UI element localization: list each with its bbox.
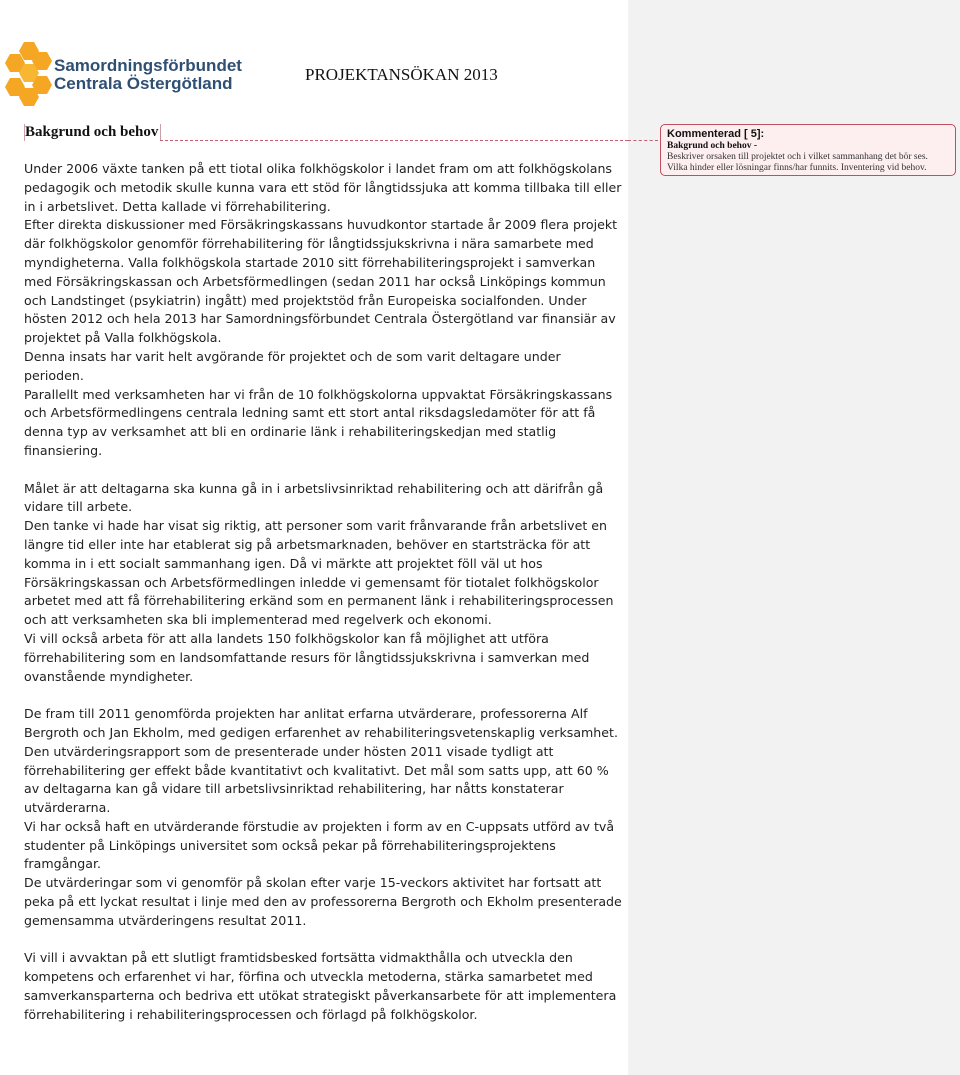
paragraph-gap — [24, 461, 624, 480]
comment-author: Kommenterad [ 5]: — [667, 128, 765, 140]
paragraph: Efter direkta diskussioner med Försäkringskassans huvudkontor startade år 2009 flera projekt där folkhögskolor genomför förrehabilitering för långtidssjukskrivna i nära samarbete med myndigheterna. Valla folkhögskola startade 2010 sitt förrehabiliteringsprojekt i samverkan med Försäkringskassan och Arbetsförmedlingen (sedan 2011 har också Linköpings kommun och Landstinget (psykiatrin) ingått) med projektstöd från Europeiska socialfonden. Under hösten 2012 och hela 2013 har Samordningsförbundet Centrala Östergötland var finansiär av projektet på Valla folkhögskola. — [24, 217, 618, 346]
comment-text: Beskriver orsaken till projektet och i vilket sammanhang det bör ses. Vilka hinder eller lösningar finns/har funnits. Inventering vid behov. — [667, 152, 928, 173]
comment-subject: Bakgrund och behov - — [667, 141, 758, 151]
hexagon-logo-icon — [4, 40, 56, 112]
comment-balloon[interactable] — [660, 124, 956, 176]
document-body — [24, 160, 624, 1025]
paragraph: De utvärderingar som vi genomför på skolan efter varje 15-veckors aktivitet har fortsatt att peka på ett lyckat resultat i linje med den av professorerna Bergroth och Ekholm presenterade gemensamma utvärderingens resultat 2011. — [24, 875, 622, 928]
organization-logo — [4, 40, 244, 112]
paragraph-gap — [24, 931, 624, 950]
logo-text-line2: Centrala Östergötland — [54, 74, 233, 93]
paragraph: Den tanke vi hade har visat sig riktig, att personer som varit frånvarande från arbetslivet en längre tid eller inte har etablerat sig på arbetsmarknaden, behöver en startsträcka för att komma in i ett socialt sammanhang igen. Då vi märkte att projektet föll väl ut hos Försäkringskassan och Arbetsförmedlingen inledde vi gemensamt för tiotalet folkhögskolor arbetet med att få förrehabilitering erkänd som en permanent länk i rehabiliteringsprocessen och att verksamheten ska bli implementerad med regelverk och ekonomi. — [24, 518, 614, 628]
paragraph-gap — [24, 686, 624, 705]
document-title: PROJEKTANSÖKAN 2013 — [305, 65, 498, 84]
paragraph: Denna insats har varit helt avgörande för projektet och de som varit deltagare under perioden. — [24, 348, 561, 383]
paragraph: Målet är att deltagarna ska kunna gå in i arbetslivsinriktad rehabilitering och att därifrån gå vidare till arbete. — [24, 480, 604, 515]
paragraph: Parallellt med verksamheten har vi från de 10 folkhögskolorna uppvaktat Försäkringskassans och Arbetsförmedlingens centrala ledning samt ett stort antal riksdagsledamöter för att få denna typ av verksamhet att bli en ordinarie länk i rehabiliteringskedjan med statlig finansiering. — [24, 386, 613, 458]
comment-anchor-line — [160, 140, 628, 141]
paragraph: Under 2006 växte tanken på ett tiotal olika folkhögskolor i landet fram om att folkhögskolans pedagogik och metodik skulle kunna vara ett stöd för långtidssjuka att komma tillbaka till eller in i arbetslivet. Detta kallade vi förrehabilitering. — [24, 161, 622, 214]
section-heading[interactable]: Bakgrund och behov — [24, 124, 161, 141]
paragraph: Vi vill också arbeta för att alla landets 150 folkhögskolor kan få möjlighet att utföra förrehabilitering som en landsomfattande resurs för långtidssjukskrivna i samverkan med ovanstående myndigheter. — [24, 630, 590, 684]
paragraph: De fram till 2011 genomförda projekten har anlitat erfarna utvärderare, professorerna Alf Bergroth och Jan Ekholm, med gedigen erfarenhet av rehabiliteringsvetenskaplig verksamhet. Den utvärderingsrapport som de presenterade under hösten 2011 visade tydligt att förrehabilitering ger effekt både kvantitativt och kvalitativt. Det mål som satts upp, att 60 % av deltagarna kan gå vidare till arbetslivsinriktad rehabilitering, har nåtts konstaterar utvärderarna. — [24, 706, 618, 816]
paragraph: Vi vill i avvaktan på ett slutligt framtidsbesked fortsätta vidmakthålla och utveckla den kompetens och erfarenhet vi har, förfina och utveckla metoderna, stärka samarbetet med samverkansparterna och bedriva ett utökat strategiskt påverkansarbete för att implementera förrehabilitering i rehabiliteringsprocessen och förlagd på folkhögskolor. — [24, 950, 617, 1022]
comment-connector-line — [628, 140, 658, 141]
paragraph: Vi har också haft en utvärderande förstudie av projekten i form av en C-uppsats utförd av två studenter på Linköpings universitet som också pekar på förrehabiliteringsprojektens framgångar. — [24, 818, 615, 872]
logo-text-line1: Samordningsförbundet — [54, 56, 242, 75]
